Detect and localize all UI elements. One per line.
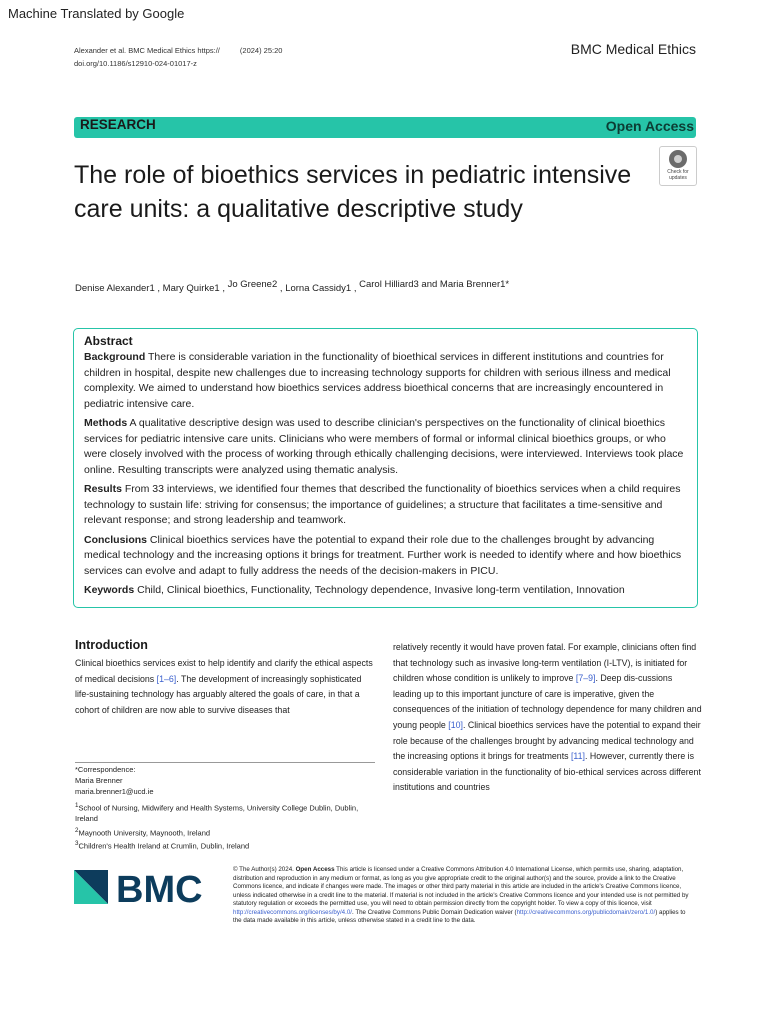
- citation-link[interactable]: [7–9]: [575, 673, 596, 684]
- correspondence-block: [75, 764, 375, 852]
- citation-block: [74, 44, 282, 70]
- citation-link[interactable]: [1–6]: [156, 673, 177, 684]
- section-label: RESEARCH: [80, 117, 156, 132]
- abstract-conclusions: Conclusions Clinical bioethics services have the potential to expand their role due to the challenges brought by advancing medical technology and the increasing options it brings for treatment. Further work is needed to identify where and how bioethics services can evolve and adapt to fully address the needs of the decision-makers in PICU.: [84, 533, 682, 577]
- abstract-results: Results From 33 interviews, we identified four themes that described the functionality of bioethics services when a child requires technology to sustain life: striving for consensus; the importance of guidelines; a structure that facilitates a time-sensitive and relevant response; and strong leadership and teamwork.: [84, 483, 681, 526]
- affiliation-2: $^2$Maynooth University, Maynooth, Ireland: [75, 826, 211, 838]
- citation-link[interactable]: [11]: [570, 751, 586, 762]
- correspondence-label: *Correspondence:: [75, 765, 136, 774]
- author-list: Denise Alexander1 , Mary Quirke1 , Jo Greene2 , Lorna Cassidy1 , Carol Hilliard3 and Maria Brenner1*: [75, 279, 510, 294]
- citation-year: (2024) 25:20: [239, 46, 283, 55]
- update-check-icon: [669, 150, 687, 168]
- abstract-methods: Methods A qualitative descriptive design was used to describe clinician's perspectives on the functionality of clinical bioethics services for pediatric intensive care units. Clinicians who were members of formal or informal clinical bioethics groups, or who were closely involved with the process of working through ethically challenging decisions, were interviewed. Interviews took place online. Resulting transcripts were analyzed using thematic analysis.: [84, 417, 684, 476]
- author-name: Lorna Cassidy1: [285, 283, 352, 294]
- license-link[interactable]: http://creativecommons.org/licenses/by/4.0/: [233, 908, 352, 916]
- author-name: Carol Hilliard3 and Maria Brenner1*: [359, 279, 510, 290]
- journal-name: BMC Medical Ethics: [570, 41, 696, 57]
- correspondence-name: Maria Brenner: [75, 776, 123, 786]
- intro-column-right: relatively recently it would have proven fatal. For example, clinicians often find that technology such as invasive long-term ventilation (I-LTV), is initiated for children whose condition is unlikely to improve [7–9]. Deep dis-cussions leading up to this important juncture of care is imperative, given the consequences of the initiation of technology dependence for many children and young people [10]. Clinical bioethics services have the potential to expand their role because of the challenges brought by advancing medical technology and the increasing options it brings for treatments [11]. However, currently there is considerable variation in the functionality of bio-ethical services across different institutions and countries: [393, 642, 702, 793]
- author-name: Denise Alexander1: [75, 283, 155, 294]
- citation-link[interactable]: [10]: [448, 719, 463, 730]
- author-name: Mary Quirke1: [162, 283, 220, 294]
- abstract-keywords: Keywords Child, Clinical bioethics, Functionality, Technology dependence, Invasive long-term ventilation, Innovation: [84, 584, 625, 596]
- license-text: © The Author(s) 2024. Open Access This article is licensed under a Creative Commons Attribution 4.0 International License, which permits use, sharing, adaptation, distribution and reproduction in any medium or format, as long as you give appropriate credit to the original author(s) and the source, provide a link to the Creative Commons licence, and indicate if changes were made. The images or other third party material in this article are included in the article's Creative Commons licence, unless indicated otherwise in a credit line to the material. If material is not included in the article's Creative Commons licence and your intended use is not permitted by statutory regulation or exceeds the permitted use, you will need to obtain permission directly from the copyright holder. To view a copy of this licence, visit http://creativecommons.org/licenses/by/4.0/. The Creative Commons Public Domain Dedication waiver (http://creativecommons.org/publicdomain/zero/1.0/) applies to the data made available in this article, unless otherwise stated in a credit line to the data.: [233, 866, 689, 924]
- introduction-heading: Introduction: [75, 638, 148, 652]
- check-for-updates-badge[interactable]: [659, 146, 697, 186]
- abstract-box: [73, 328, 698, 608]
- machine-translation-note: Machine Translated by Google: [8, 6, 185, 21]
- correspondence-email[interactable]: maria.brenner1@ucd.ie: [75, 787, 154, 797]
- bmc-logo-text: BMC: [116, 869, 203, 908]
- affiliation-1: $^1$School of Nursing, Midwifery and Health Systems, University College Dublin, Dublin, Ireland: [75, 801, 359, 824]
- article-title: The role of bioethics services in pediatric intensive care units: a qualitative descriptive study: [74, 161, 632, 223]
- footnote-divider: [75, 762, 375, 763]
- open-access-label: Open Access: [605, 118, 694, 134]
- abstract-background: Background There is considerable variation in the functionality of bioethical services in different institutions and countries for children in hospital, despite new challenges due to increasing technology supports for children with serious illness and medical complexity. We aimed to understand how bioethics services address bioethical concerns that are increasingly encountered in pediatric intensive care.: [84, 351, 671, 410]
- section-bar: [74, 117, 696, 138]
- author-name: Jo Greene2: [227, 279, 278, 290]
- citation-line: Alexander et al. BMC Medical Ethics https://: [74, 46, 220, 55]
- badge-text: Check for updates: [667, 169, 689, 181]
- citation-doi[interactable]: doi.org/10.1186/s12910-024-01017-z: [74, 59, 197, 68]
- bmc-logo: [74, 868, 219, 908]
- affiliation-3: $^3$Children's Health Ireland at Crumlin, Dublin, Ireland: [75, 840, 250, 851]
- license-link[interactable]: http://creativecommons.org/publicdomain/zero/1.0/: [516, 908, 656, 916]
- abstract-heading: Abstract: [84, 334, 133, 348]
- intro-column-left: Clinical bioethics services exist to help identify and clarify the ethical aspects of medical decisions [1–6]. The development of increasingly sophisticated life-sustaining technology has arguably altered the goals of care, in that a cohort of children are now able to survive diseases that: [75, 658, 373, 715]
